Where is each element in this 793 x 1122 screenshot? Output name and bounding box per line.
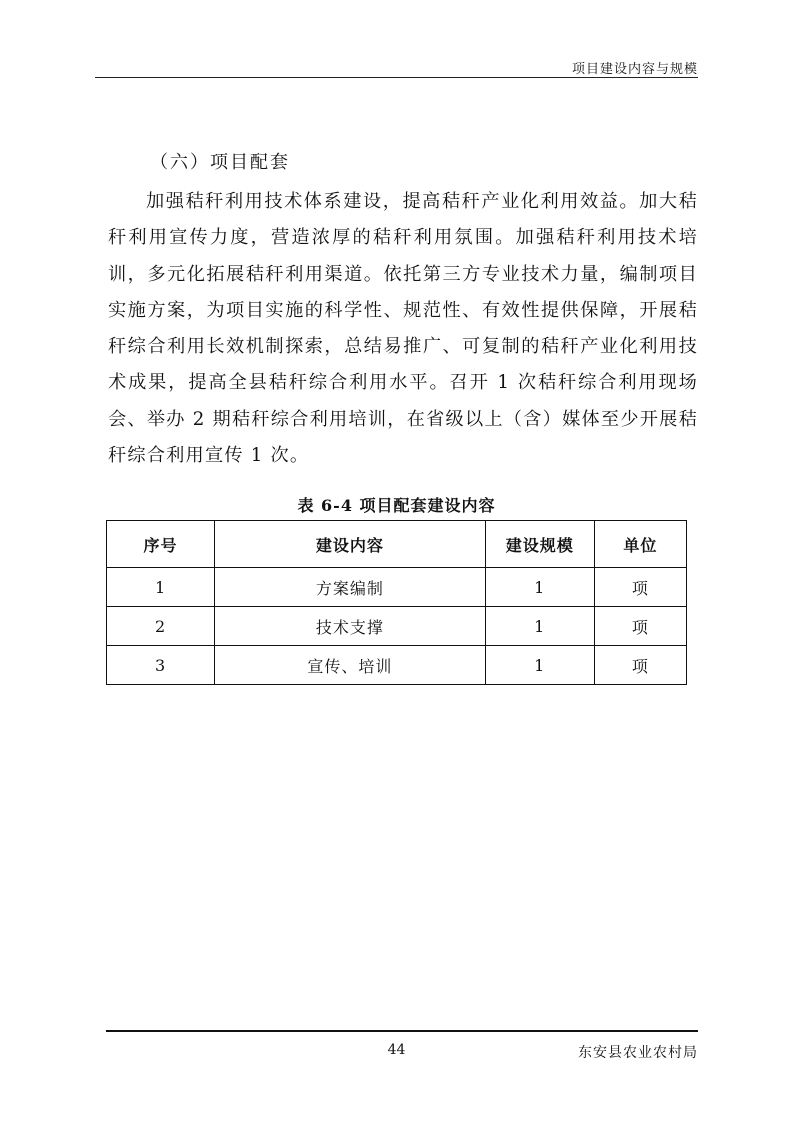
section-heading: （六）项目配套: [150, 152, 290, 173]
header-cell-unit: 单位: [594, 521, 686, 568]
cell-scale: 1: [485, 568, 594, 607]
header-cell-index: 序号: [107, 521, 215, 568]
footer-rule: [106, 1030, 698, 1032]
cell-content: 技术支撑: [215, 607, 486, 646]
table-row: [107, 607, 687, 646]
running-header: 项目建设内容与规模: [571, 62, 698, 77]
body-paragraph: 加强秸秆利用技术体系建设，提高秸秆产业化利用效益。加大秸秆利用宣传力度，营造浓厚的秸秆利用氛围。加强秸秆利用技术培训，多元化拓展秸秆利用渠道。依托第三方专业技术力量，编制项目实施方案，为项目实施的科学性、规范性、有效性提供保障，开展秸秆综合利用长效机制探索，总结易推广、可复制的秸秆产业化利用技术成果，提高全县秸秆综合利用水平。召开 1 次秸秆综合利用现场会、举办 2 期秸秆综合利用培训，在省级以上（含）媒体至少开展秸秆综合利用宣传 1 次。: [108, 191, 698, 467]
footer-organization: 东安县农业农村局: [578, 1045, 698, 1061]
cell-unit: 项: [594, 607, 686, 646]
cell-index: 1: [107, 568, 215, 607]
header-cell-content: 建设内容: [215, 521, 486, 568]
table-caption: 表 6-4 项目配套建设内容: [297, 496, 496, 515]
cell-index: 2: [107, 607, 215, 646]
cell-scale: 1: [485, 646, 594, 685]
header-cell-scale: 建设规模: [485, 521, 594, 568]
construction-table: [106, 520, 687, 685]
table-header-row: [107, 521, 687, 568]
cell-content: 宣传、培训: [215, 646, 486, 685]
cell-unit: 项: [594, 646, 686, 685]
cell-content: 方案编制: [215, 568, 486, 607]
table-row: [107, 568, 687, 607]
cell-scale: 1: [485, 607, 594, 646]
cell-index: 3: [107, 646, 215, 685]
cell-unit: 项: [594, 568, 686, 607]
page-number: 44: [387, 1042, 406, 1058]
header-rule: [95, 77, 698, 78]
table-row: [107, 646, 687, 685]
